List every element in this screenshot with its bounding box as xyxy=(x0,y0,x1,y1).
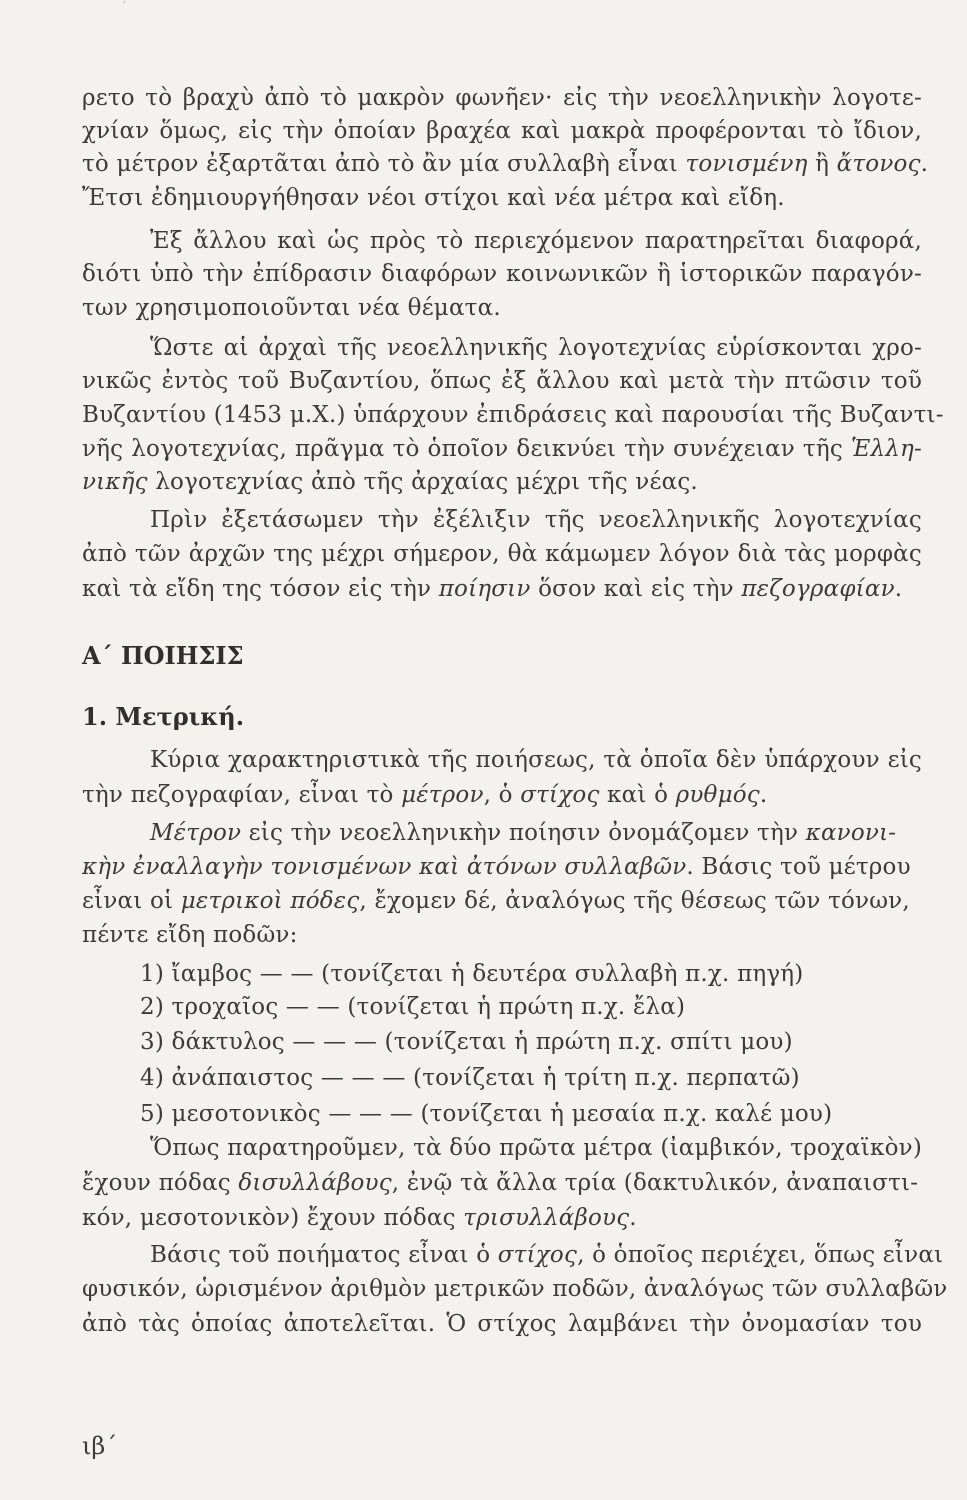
text-line: κόν, μεσοτονικὸν) ἔχουν πόδας τρισυλλάβους. xyxy=(82,1205,637,1231)
text-line: ἀπὸ τῶν ἀρχῶν της μέχρι σήμερον, θὰ κάμωμεν λόγον διὰ τὰς μορφὰς xyxy=(82,541,922,567)
foot-type-item: 5) μεσοτονικὸς — — — (τονίζεται ἡ μεσαία π.χ. καλέ μου) xyxy=(140,1101,833,1127)
text-line: εἶναι οἱ μετρικοὶ πόδες, ἔχομεν δέ, ἀναλόγως τῆς θέσεως τῶν τόνων, xyxy=(82,888,910,914)
text-line: Πρὶν ἐξετάσωμεν τὴν ἐξέλιξιν τῆς νεοελληνικῆς λογοτεχνίας xyxy=(150,507,922,533)
text-line: ἀπὸ τὰς ὁποίας ἀποτελεῖται. Ὁ στίχος λαμβάνει τὴν ὀνομασίαν του xyxy=(82,1311,922,1337)
text-line: Ὥστε αἱ ἀρχαὶ τῆς νεοελληνικῆς λογοτεχνίας εὑρίσκονται χρο- xyxy=(150,335,922,361)
text-line: νικῆς λογοτεχνίας ἀπὸ τῆς ἀρχαίας μέχρι τῆς νέας. xyxy=(82,469,698,495)
top-mark: ˊ xyxy=(120,0,127,16)
text-line: Μέτρον εἰς τὴν νεοελληνικὴν ποίησιν ὀνομάζομεν τὴν κανονι- xyxy=(150,820,897,846)
text-line: Κύρια χαρακτηριστικὰ τῆς ποιήσεως, τὰ ὁποῖα δὲν ὑπάρχουν εἰς xyxy=(150,747,922,773)
foot-type-item: 3) δάκτυλος — — — (τονίζεται ἡ πρώτη π.χ. σπίτι μου) xyxy=(140,1029,793,1055)
text-line: Ὅπως παρατηροῦμεν, τὰ δύο πρῶτα μέτρα (ἰαμβικόν, τροχαϊκὸν) xyxy=(150,1135,922,1161)
text-line: φυσικόν, ὡρισμένον ἀριθμὸν μετρικῶν ποδῶν, ἀναλόγως τῶν συλλαβῶν xyxy=(82,1276,948,1302)
foot-type-item: 1) ἴαμβος — — (τονίζεται ἡ δευτέρα συλλαβὴ π.χ. πηγή) xyxy=(140,961,804,987)
text-line: Ἐξ ἄλλου καὶ ὡς πρὸς τὸ περιεχόμενον παρατηρεῖται διαφορά, xyxy=(150,228,922,254)
text-line: νῆς λογοτεχνίας, πρᾶγμα τὸ ὁποῖον δεικνύει τὴν συνέχειαν τῆς Ἑλλη- xyxy=(82,436,922,462)
text-line: τὸ μέτρον ἐξαρτᾶται ἀπὸ τὸ ἂν μία συλλαβὴ εἶναι τονισμένη ἢ ἄτονος. xyxy=(82,151,929,177)
text-line: των χρησιμοποιοῦνται νέα θέματα. xyxy=(82,295,501,321)
text-line: Ἔτσι ἐδημιουργήθησαν νέοι στίχοι καὶ νέα μέτρα καὶ εἴδη. xyxy=(82,185,785,211)
foot-type-item: 4) ἀνάπαιστος — — — (τονίζεται ἡ τρίτη π.χ. περπατῶ) xyxy=(140,1065,800,1091)
text-line: πέντε εἴδη ποδῶν: xyxy=(82,922,298,948)
text-line: Βυζαντίου (1453 μ.Χ.) ὑπάρχουν ἐπιδράσεις καὶ παρουσίαι τῆς Βυζαντι- xyxy=(82,402,944,428)
text-line: καὶ τὰ εἴδη της τόσον εἰς τὴν ποίησιν ὅσον καὶ εἰς τὴν πεζογραφίαν. xyxy=(82,576,903,602)
text-line: ἔχουν πόδας δισυλλάβους, ἐνῷ τὰ ἄλλα τρία (δακτυλικόν, ἀναπαιστι- xyxy=(82,1170,919,1196)
text-line: χνίαν ὅμως, εἰς τὴν ὁποίαν βραχέα καὶ μακρὰ προφέρονται τὸ ἴδιον, xyxy=(82,118,922,144)
section-heading: Α΄ ΠΟΙΗΣΙΣ xyxy=(82,641,244,670)
text-line: τὴν πεζογραφίαν, εἶναι τὸ μέτρον, ὁ στίχος καὶ ὁ ρυθμός. xyxy=(82,782,768,808)
text-line: νικῶς ἐντὸς τοῦ Βυζαντίου, ὅπως ἐξ ἄλλου καὶ μετὰ τὴν πτῶσιν τοῦ xyxy=(82,368,922,394)
text-line: διότι ὑπὸ τὴν ἐπίδρασιν διαφόρων κοινωνικῶν ἢ ἱστορικῶν παραγόν- xyxy=(82,261,922,287)
text-line: ρετο τὸ βραχὺ ἀπὸ τὸ μακρὸν φωνῆεν· εἰς τὴν νεοελληνικὴν λογοτε- xyxy=(82,85,922,111)
page-number: ιβ΄ xyxy=(82,1432,118,1460)
text-line: Βάσις τοῦ ποιήματος εἶναι ὁ στίχος, ὁ ὁποῖος περιέχει, ὅπως εἶναι xyxy=(150,1242,944,1268)
subsection-heading: 1. Μετρική. xyxy=(82,702,245,731)
foot-type-item: 2) τροχαῖος — — (τονίζεται ἡ πρώτη π.χ. ἔλα) xyxy=(140,994,686,1020)
text-line: κὴν ἐναλλαγὴν τονισμένων καὶ ἀτόνων συλλαβῶν. Βάσις τοῦ μέτρου xyxy=(82,854,911,880)
